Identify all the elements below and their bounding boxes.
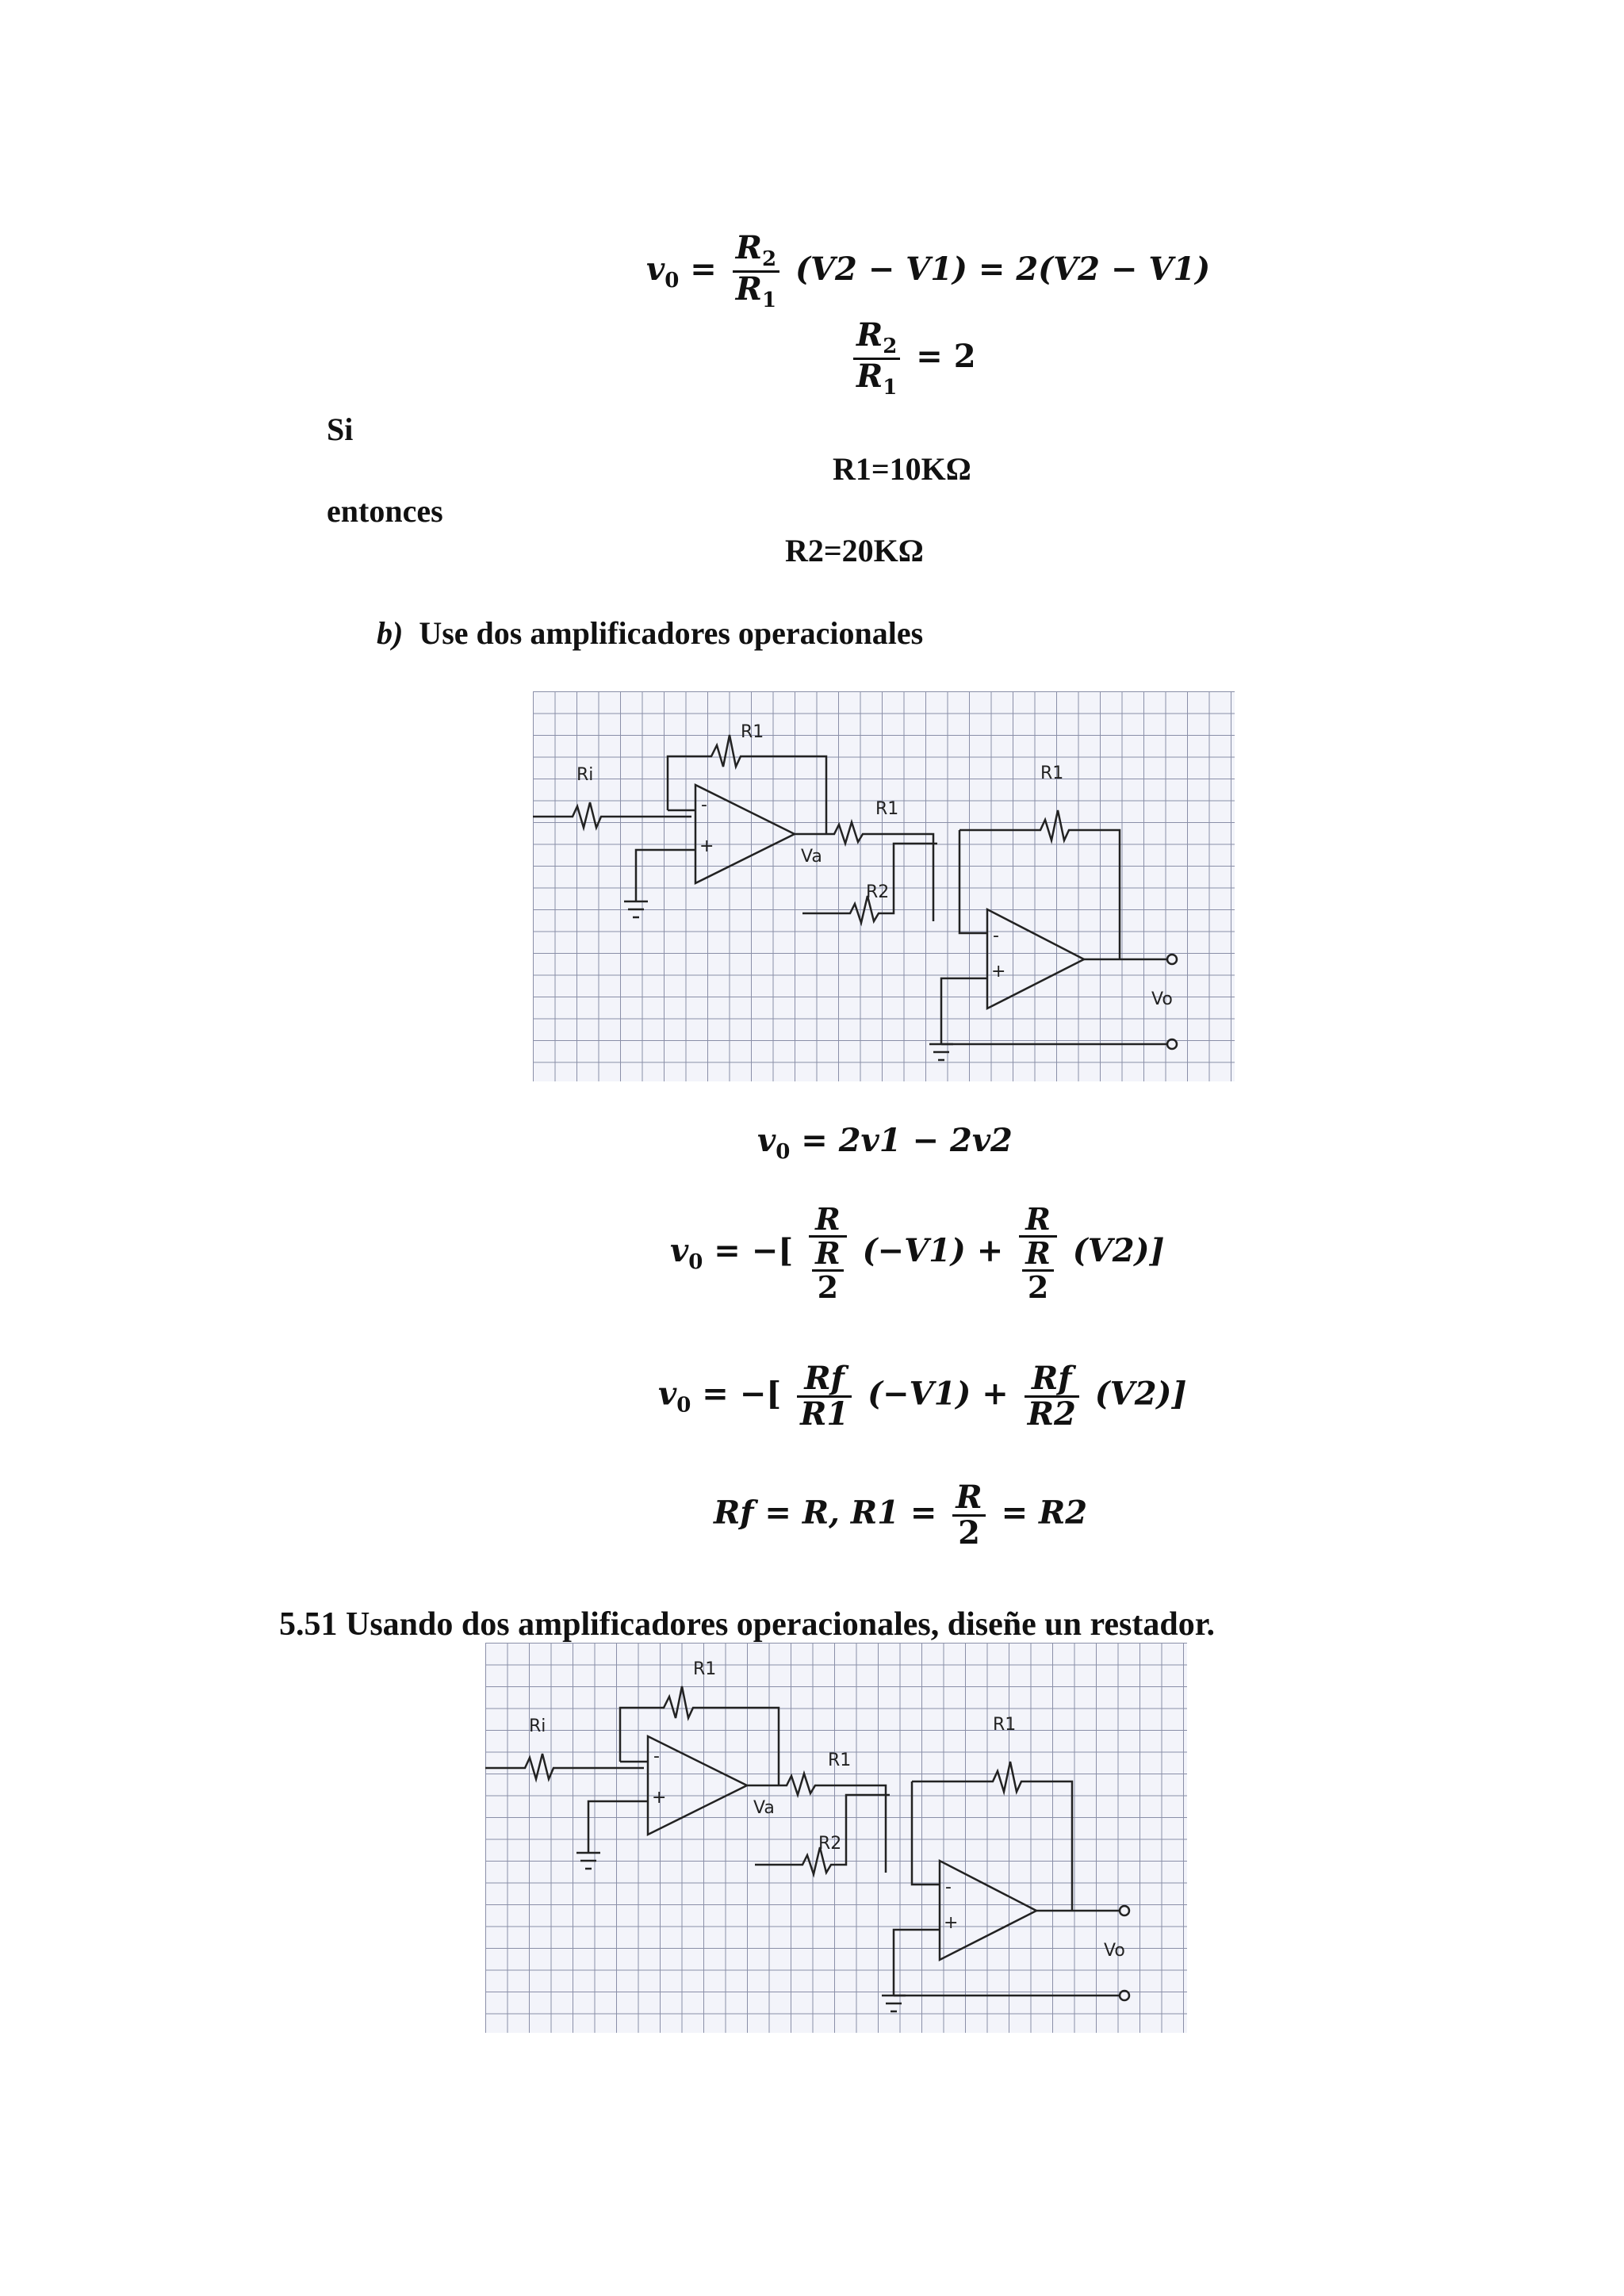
- eq-symbol: R: [815, 1234, 841, 1271]
- part-b-label: b): [377, 615, 404, 651]
- label-si: Si: [327, 411, 354, 447]
- equation-vo-rf: [658, 1362, 1186, 1431]
- eq-subscript: 2: [883, 335, 898, 358]
- fraction-r-over-r2: [809, 1203, 847, 1303]
- eq-symbol: R: [956, 1479, 982, 1516]
- label-minus: -: [653, 1747, 660, 1766]
- label-ri: Ri: [576, 765, 594, 785]
- eq-expression: = 2v1 − 2v2: [790, 1122, 1013, 1159]
- label-r1-right: R1: [1040, 763, 1064, 783]
- value-r1: R1=10KΩ: [833, 451, 971, 487]
- label-va: Va: [753, 1798, 775, 1818]
- eq-symbol: v: [658, 1375, 677, 1413]
- label-entonces: entonces: [327, 493, 443, 529]
- label-r1-top: R1: [741, 722, 764, 742]
- equation-ratio-equals-2: [848, 316, 976, 400]
- eq-symbol: R: [856, 358, 883, 396]
- eq-number: 2: [817, 1269, 839, 1305]
- part-b-text: Use dos amplificadores operacionales: [419, 615, 924, 651]
- eq-sign: =: [690, 250, 717, 288]
- label-r2: R2: [818, 1834, 842, 1854]
- label-vo: Vo: [1151, 989, 1173, 1009]
- fraction-r-over-r2: [1019, 1203, 1057, 1303]
- part-b-heading: [377, 614, 923, 652]
- label-ri: Ri: [529, 1716, 546, 1736]
- circuit-figure-2: [485, 1643, 1187, 2033]
- circuit-figure-1: [533, 691, 1235, 1081]
- label-r2: R2: [866, 882, 890, 902]
- label-plus: +: [944, 1913, 959, 1933]
- eq-expression: (−V1) +: [862, 1231, 1004, 1269]
- equation-rf-r-r1: [714, 1481, 1087, 1550]
- eq-prefix: = −[: [691, 1375, 782, 1413]
- label-r1-right: R1: [993, 1715, 1017, 1735]
- eq-symbol: R1: [800, 1395, 849, 1433]
- equation-vo-r-over-r2: [670, 1203, 1164, 1303]
- label-r1-top: R1: [693, 1659, 717, 1679]
- eq-subscript: 1: [883, 376, 898, 400]
- eq-symbol: Rf: [804, 1360, 845, 1397]
- eq-symbol: R: [735, 270, 762, 308]
- label-minus: -: [993, 926, 999, 946]
- eq-subscript: 0: [688, 1249, 703, 1274]
- value-r2: R2=20KΩ: [785, 533, 924, 568]
- eq-subscript: 0: [776, 1140, 791, 1164]
- equation-vo-2v1-2v2: [757, 1122, 1013, 1164]
- fraction-r2-r1: [733, 229, 779, 313]
- eq-number: 2: [1027, 1269, 1049, 1305]
- eq-symbol: v: [670, 1231, 689, 1269]
- label-plus: +: [699, 836, 714, 856]
- eq-prefix: = −[: [703, 1231, 794, 1269]
- equation-vo-ratio: [646, 229, 1211, 313]
- eq-symbol: R: [856, 316, 883, 354]
- eq-subscript: 0: [665, 268, 680, 293]
- label-plus: +: [652, 1788, 667, 1808]
- eq-expression: (V2)]: [1072, 1231, 1165, 1269]
- fraction-r2-r1: [853, 316, 900, 400]
- eq-expression: (V2 − V1) = 2(V2 − V1): [795, 250, 1211, 288]
- eq-symbol: R: [815, 1201, 841, 1237]
- eq-subscript: 0: [676, 1393, 691, 1418]
- eq-symbol: Rf: [1032, 1360, 1072, 1397]
- eq-symbol: v: [646, 250, 665, 288]
- eq-symbol: v: [757, 1122, 776, 1159]
- label-vo: Vo: [1104, 1941, 1125, 1961]
- eq-expression: = R2: [1001, 1494, 1088, 1532]
- eq-expression: Rf = R, R1 =: [714, 1494, 937, 1532]
- eq-rhs: = 2: [916, 337, 976, 375]
- eq-subscript: 1: [761, 289, 777, 313]
- eq-symbol: R: [1025, 1201, 1051, 1237]
- section-heading-551: 5.51 Usando dos amplificadores operacionales, diseñe un restador.: [279, 1606, 1215, 1643]
- eq-expression: (−V1) +: [868, 1375, 1009, 1413]
- eq-symbol: R: [1025, 1234, 1051, 1271]
- fraction-r-2: [1022, 1234, 1054, 1305]
- fraction-r-2: [812, 1234, 844, 1305]
- fraction-rf-r1: [797, 1362, 852, 1431]
- label-r1-mid: R1: [828, 1751, 852, 1770]
- label-va: Va: [801, 847, 822, 867]
- fraction-rf-r2: [1025, 1362, 1079, 1431]
- eq-expression: (V2)]: [1094, 1375, 1187, 1413]
- label-minus: -: [701, 795, 707, 815]
- label-plus: +: [991, 962, 1006, 982]
- fraction-r-2: [952, 1481, 985, 1550]
- eq-number: 2: [958, 1514, 980, 1552]
- label-r1-mid: R1: [875, 799, 899, 819]
- eq-subscript: 2: [761, 247, 777, 271]
- eq-symbol: R: [735, 229, 762, 266]
- label-minus: -: [945, 1877, 952, 1897]
- eq-symbol: R2: [1027, 1395, 1076, 1433]
